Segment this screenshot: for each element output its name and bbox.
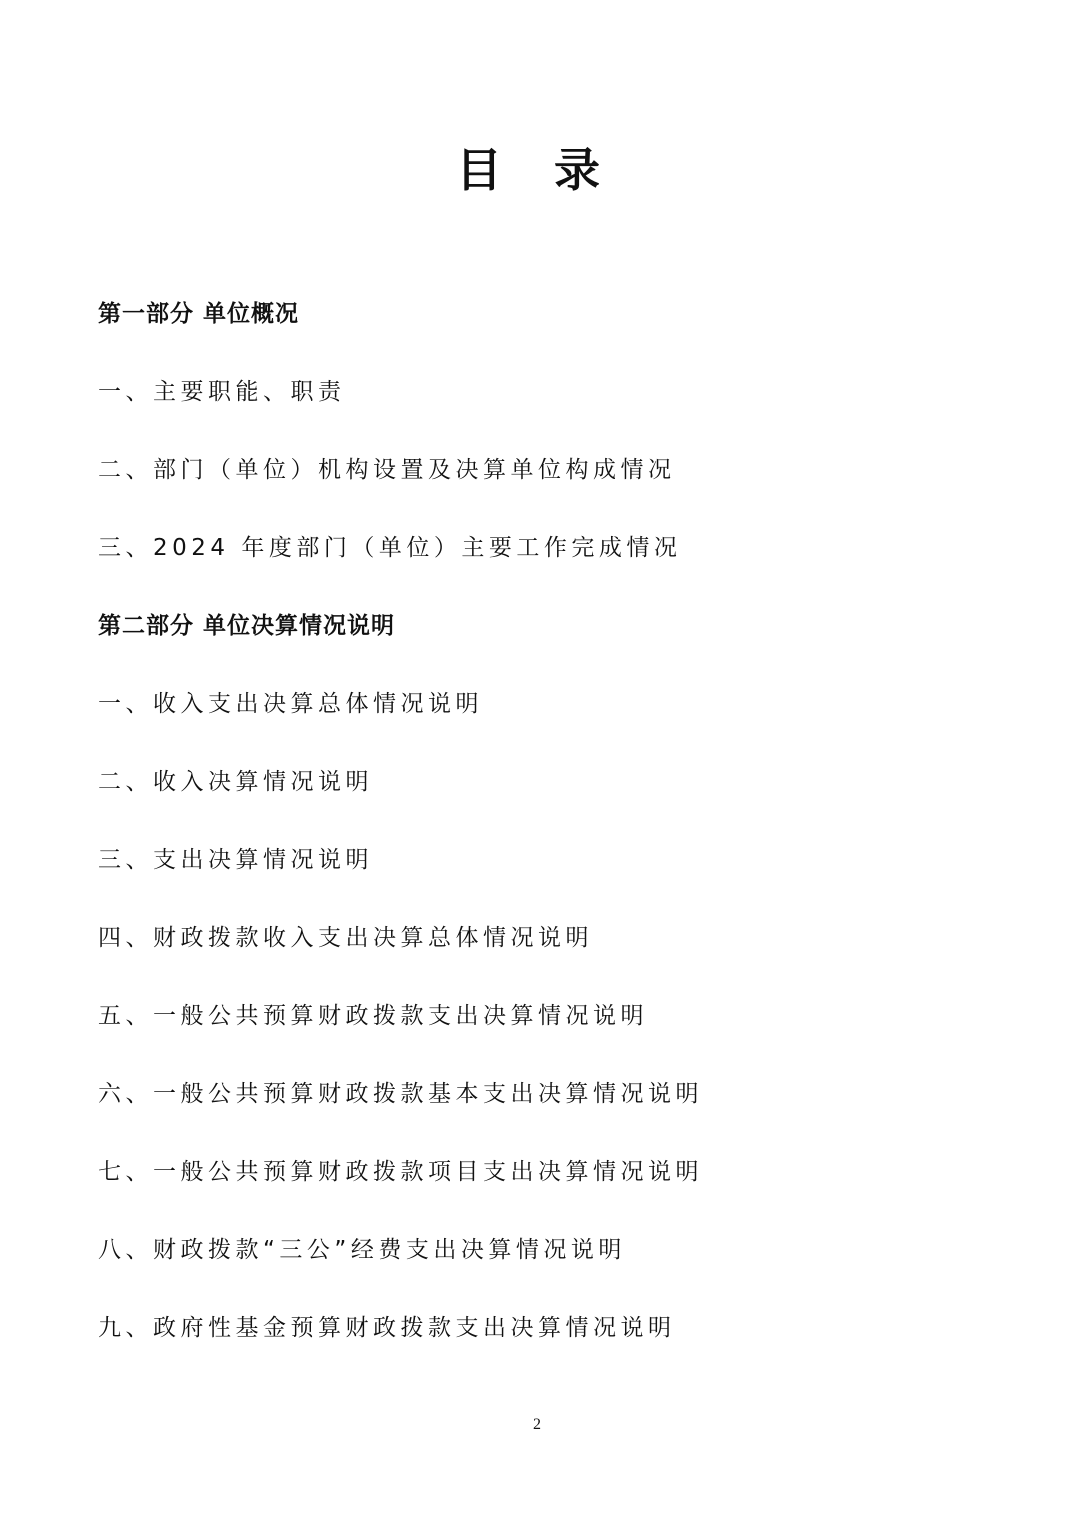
toc-part-heading: 第二部分 单位决算情况说明 [98, 613, 396, 639]
toc-item: 三、支出决算情况说明 [98, 847, 373, 873]
toc-item: 七、一般公共预算财政拨款项目支出决算情况说明 [98, 1159, 703, 1185]
toc-item: 一、主要职能、职责 [98, 379, 346, 405]
page-title: 目 录 [455, 143, 618, 197]
toc-item: 二、部门（单位）机构设置及决算单位构成情况 [98, 457, 676, 483]
toc-item: 四、财政拨款收入支出决算总体情况说明 [98, 925, 593, 951]
toc-item: 一、收入支出决算总体情况说明 [98, 691, 483, 717]
toc-item: 六、一般公共预算财政拨款基本支出决算情况说明 [98, 1081, 703, 1107]
toc-item: 五、一般公共预算财政拨款支出决算情况说明 [98, 1003, 648, 1029]
toc-item: 八、财政拨款“三公”经费支出决算情况说明 [98, 1237, 626, 1263]
toc-part-heading: 第一部分 单位概况 [98, 301, 300, 327]
table-of-contents [98, 294, 998, 1386]
toc-item: 二、收入决算情况说明 [98, 769, 373, 795]
toc-item: 九、政府性基金预算财政拨款支出决算情况说明 [98, 1315, 676, 1341]
page-number: 2 [533, 1416, 541, 1433]
toc-item: 三、2024 年度部门（单位）主要工作完成情况 [98, 535, 682, 561]
